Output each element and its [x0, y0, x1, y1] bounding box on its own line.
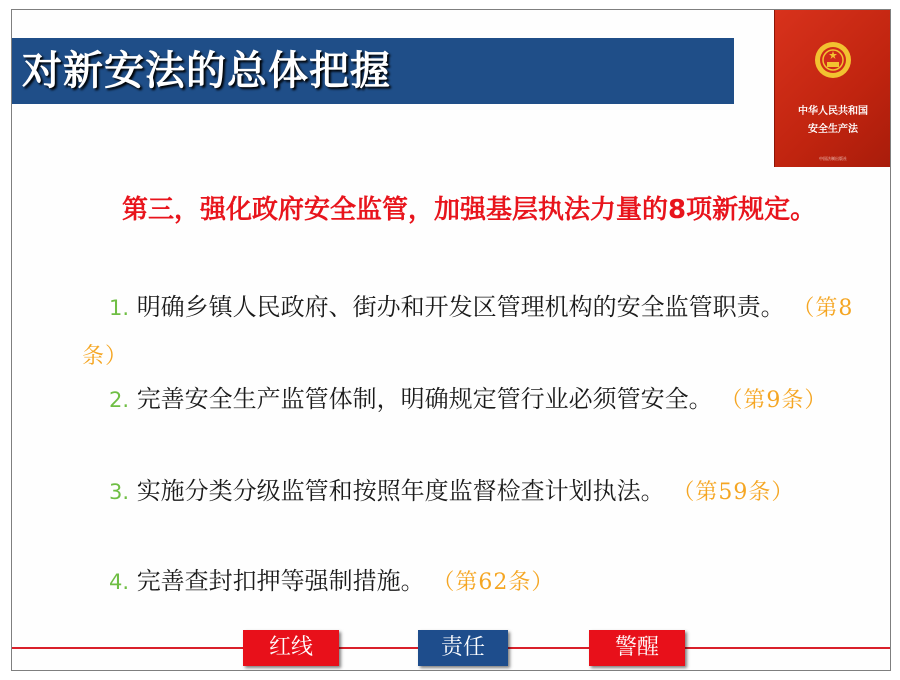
item-number: 3.: [109, 480, 130, 504]
item-reference: （第62条）: [432, 570, 555, 595]
list-item: [82, 376, 857, 424]
tag-red-line: 红线: [243, 630, 339, 666]
national-emblem-icon: [813, 40, 853, 80]
item-number: 2.: [109, 388, 130, 412]
item-reference: （第9条）: [720, 388, 828, 413]
item-text: 明确乡镇人民政府、街办和开发区管理机构的安全监管职责。: [136, 293, 785, 321]
item-text: 完善安全生产监管体制，明确规定管行业必须管安全。: [136, 385, 713, 413]
law-book-cover-image: [774, 10, 891, 167]
title-bar: [12, 38, 734, 104]
item-reference: （第59条）: [672, 480, 795, 505]
book-title-line2: 安全生产法: [808, 124, 858, 135]
item-number: 1.: [109, 296, 130, 320]
list-item: [82, 468, 857, 516]
item-number: 4.: [109, 570, 130, 594]
slide: [11, 9, 891, 671]
book-publisher: 中国法制出版社: [819, 156, 847, 161]
tag-responsibility: 责任: [418, 630, 508, 666]
tag-alert: 警醒: [589, 630, 685, 666]
book-title-line1: 中华人民共和国: [798, 106, 868, 117]
list-item: [82, 558, 857, 606]
item-text: 实施分类分级监管和按照年度监督检查计划执法。: [136, 477, 665, 505]
list-item: [82, 284, 857, 380]
item-text: 完善查封扣押等强制措施。: [136, 567, 425, 595]
section-heading: 第三，强化政府安全监管，加强基层执法力量的8项新规定。: [122, 195, 817, 225]
item-reference: （第8条）: [82, 296, 854, 369]
slide-title: 对新安法的总体把握: [22, 48, 391, 94]
